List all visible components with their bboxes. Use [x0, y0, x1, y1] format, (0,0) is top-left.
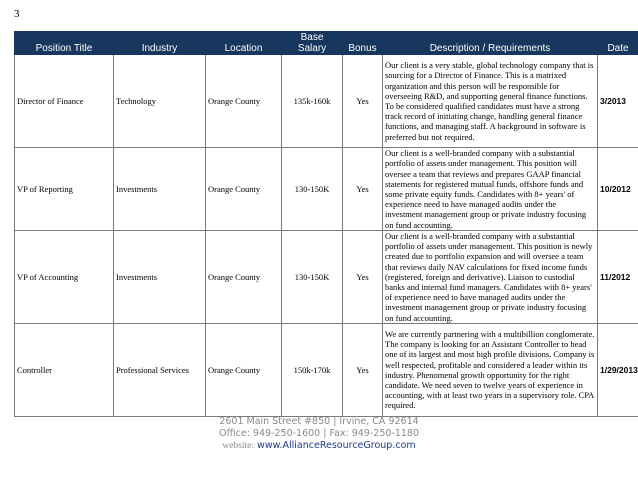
- cell-location: Orange County: [206, 231, 282, 324]
- cell-position: VP of Reporting: [15, 148, 114, 231]
- header-position: Position Title: [15, 32, 114, 55]
- cell-bonus: Yes: [343, 323, 383, 416]
- cell-position: VP of Accounting: [15, 231, 114, 324]
- footer-website-label: website:: [222, 441, 255, 451]
- cell-description: We are currently partnering with a multibillion conglomerate. The company is looking for an Assistant Controller to head one of its largest and most high profile divisions. Company is well respected, profitable and considered a leader within its industry. Phenomenal growth opportunity for the right candidate. We need seven to twelve years of experience in accounting, with at least two years in a supervisory role. CPA required.: [383, 323, 598, 416]
- footer-address: 2601 Main Street #850 | Irvine, CA 92614: [219, 416, 419, 427]
- cell-date: 1/29/2013: [598, 323, 638, 416]
- footer-contact: Office: 949-250-1600 | Fax: 949-250-1180: [218, 428, 420, 439]
- page-number: 3: [14, 8, 20, 20]
- footer-website-link[interactable]: www.AllianceResourceGroup.com: [257, 440, 416, 451]
- cell-position: Controller: [15, 323, 114, 416]
- table-row: [15, 55, 638, 148]
- header-salary-line1: Base: [300, 32, 324, 43]
- cell-date: 3/2013: [598, 55, 638, 148]
- header-bonus: Bonus: [343, 32, 383, 55]
- cell-date: 11/2012: [598, 231, 638, 324]
- table-row: [15, 323, 638, 416]
- cell-bonus: Yes: [343, 148, 383, 231]
- cell-salary: 135k-160k: [282, 55, 343, 148]
- cell-bonus: Yes: [343, 55, 383, 148]
- footer-website: [0, 440, 638, 452]
- header-row: [15, 32, 638, 55]
- cell-description: Our client is a well-branded company with a substantial portfolio of assets under management. This position is newly created due to portfolio expansion and will oversee a team that reviews daily NAV calculations for fixed income funds (registered, foreign and derivative). Liaison to custodial banks and internal fund managers. Candidates with 8+ years' of experience need to have managed audits under the investment management group or private industry focusing on fund accounting.: [383, 231, 598, 324]
- cell-industry: Technology: [114, 55, 206, 148]
- footer: [0, 416, 638, 452]
- header-industry: Industry: [114, 32, 206, 55]
- cell-salary: 150k-170k: [282, 323, 343, 416]
- cell-description: Our client is a very stable, global technology company that is sourcing for a Director of Finance. This is a matrixed organization and this person will be responsible for overseeing R&D, and supporting general finance functions. To be considered qualified candidates must have a strong track record of initiating change, handling general finance functions, and managing staff. A background in software is preferred but not required.: [383, 55, 598, 148]
- header-location: Location: [206, 32, 282, 55]
- header-description: Description / Requirements: [383, 32, 598, 55]
- job-listings-table: [14, 31, 638, 417]
- cell-date: 10/2012: [598, 148, 638, 231]
- table-row: [15, 148, 638, 231]
- cell-salary: 130-150K: [282, 231, 343, 324]
- cell-location: Orange County: [206, 55, 282, 148]
- table-row: [15, 231, 638, 324]
- cell-salary: 130-150K: [282, 148, 343, 231]
- cell-location: Orange County: [206, 323, 282, 416]
- header-date: Date: [598, 32, 638, 55]
- header-salary: [282, 32, 343, 55]
- cell-industry: Investments: [114, 231, 206, 324]
- cell-bonus: Yes: [343, 231, 383, 324]
- cell-industry: Professional Services: [114, 323, 206, 416]
- header-salary-line2: Salary: [297, 43, 327, 54]
- cell-description: Our client is a well-branded company with a substantial portfolio of assets under management. This position will oversee a team that reviews and prepares GAAP financial statements for registered mutual funds, offshore funds and some private equity funds. Candidates with 8+ years' of experience need to have managed audits under the investment management group or private industry focusing on fund accounting.: [383, 148, 598, 231]
- cell-industry: Investments: [114, 148, 206, 231]
- cell-position: Director of Finance: [15, 55, 114, 148]
- cell-location: Orange County: [206, 148, 282, 231]
